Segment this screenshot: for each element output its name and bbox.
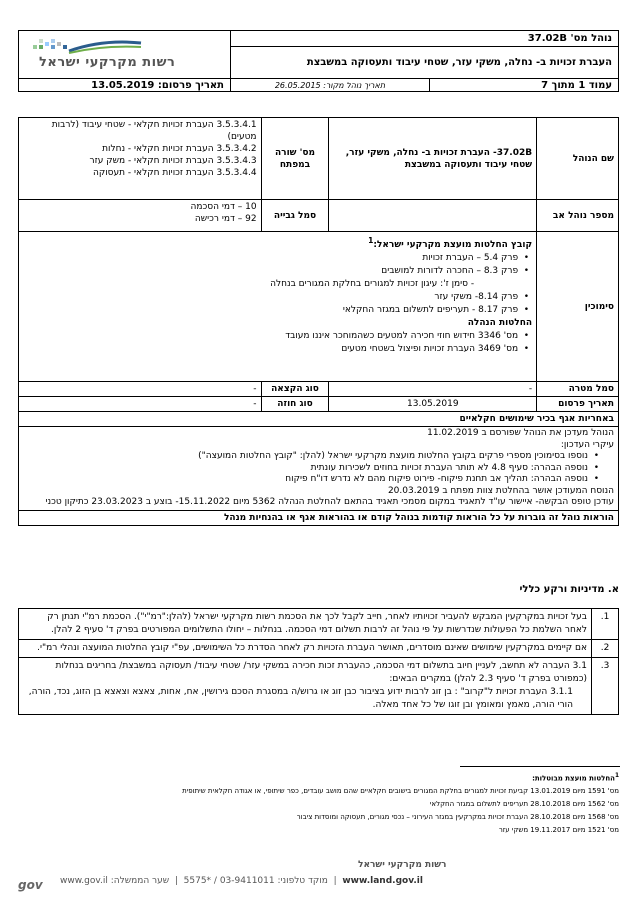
contract-value: - xyxy=(19,397,262,412)
key-line: 3.5.3.4.4 העברת זכויות חקלאי - תעסוקה xyxy=(92,168,257,178)
para-text xyxy=(19,658,592,715)
alloc-value: - xyxy=(19,382,262,397)
page-count: עמוד 1 מתוך 7 xyxy=(541,80,612,91)
para-number: 3. xyxy=(592,658,619,715)
footnote-line: מס' 1591 מיום 13.01.2019 קביעת זכויות למגורים בחלקת המגורים בישובים חקלאיים שהם מושב עובדים, כפר שיתופי, או אגודה חקלאית שיתופית xyxy=(182,787,619,796)
footnotes xyxy=(19,770,619,837)
footnote-line: מס' 1562 מיום 28.10.2018 תעריפים לתשלום במגזר החקלאי xyxy=(429,800,619,809)
gov-logo-icon: gov xyxy=(18,878,43,892)
update-item: • נוספה הבהרה: תהליך אב תחנת פיקוח- פירוט פיקוח מהם לא נדרש דו"ח פיקוח xyxy=(23,474,588,486)
responsibility: באחריות אגף בכיר שימושים חקלאיים xyxy=(19,412,619,427)
site-link[interactable]: www.land.gov.il xyxy=(342,876,423,886)
details-table xyxy=(18,117,619,526)
refs-item: • פרק 8.14- משקי עזר xyxy=(23,291,518,304)
target-label: סמל מטרה xyxy=(537,382,619,397)
update-line: עיקרי העדכון: xyxy=(560,439,614,450)
name-value: 37.02B- העברת זכויות ב- נחלה, משקי עזר, שטחי עיבוד ותעסוקה במשבצת xyxy=(329,118,537,200)
phone-line: מוקד טלפוני: 03-9411011 / *5575 xyxy=(183,876,328,886)
refs-head: קובץ החלטות מועצת מקרקעי ישראל: xyxy=(373,240,533,250)
footnote-divider xyxy=(460,766,620,767)
refs-item: • פרק 8.17 - תעריפים לתשלום במגזר החקלאי xyxy=(23,304,518,317)
contract-label: סוג חוזה xyxy=(261,397,329,412)
key-line: 3.5.3.4.1 העברת זכויות חקלאי - שטחי עיבוד (לרבות מטעים) xyxy=(51,120,257,142)
footnote-sup: 1 xyxy=(614,773,619,779)
key-line: 3.5.3.4.2 העברת זכויות חקלאי - נחלות xyxy=(102,144,257,154)
key-line-label: מס' שורה במפתח xyxy=(261,118,329,200)
refs-item: • פרק 8.3 – החכרה לדורות למושבים xyxy=(23,265,518,278)
para-number: 1. xyxy=(592,609,619,640)
mgmt-item: • מס' 3469 העברת זכויות ופיצול בשטחי מטעים xyxy=(23,343,518,356)
footer-org: רשות מקרקעי ישראל xyxy=(358,860,447,870)
name-label: שם הנוהל xyxy=(537,118,619,200)
alloc-label: סוג הקצאה xyxy=(261,382,329,397)
footer xyxy=(0,858,641,906)
para-text: בעל זכויות במקרקעין המבקש להעביר זכויותיו לאחר, חייב לקבל לכך את הסכמת רשות מקרקעי ישראל (להלן:"רמ"י"). הסכמת רמ"י תנתן רק לאחר השלמת כל הפעולות שנדרשות על פי נוהל זה לרבות תשלום דמי הסכמה. בנחלות – יחולו התשלומים המפורטים בפרק ד' סעיף 2 להלן. xyxy=(19,609,592,640)
pub-label: תאריך פרסום xyxy=(537,397,619,412)
original-date: תאריך נוהל מקור: 26.05.2015 xyxy=(230,79,430,92)
refs-cell xyxy=(19,232,537,382)
key-lines xyxy=(19,118,262,200)
update-line: הנוהל מעדכן את הנוהל שפורסם ב 11.02.2019 xyxy=(427,428,614,438)
refs-item: • פרק 5.4 – העברת זכויות xyxy=(23,252,518,265)
parent-label: מספר נוהל אב xyxy=(537,200,619,232)
publish-date: תאריך פרסום: 13.05.2019 xyxy=(91,80,224,91)
para-number: 2. xyxy=(592,640,619,658)
paragraphs-table xyxy=(18,608,619,715)
section-heading: א. מדיניות ורקע כללי xyxy=(519,584,619,595)
footnote-head: החלטות מועצת מבוטלות: xyxy=(532,774,615,783)
mgmt-item: • מס' 3346 חידוש חוזי חכירה למטעים כשהמוחכר איננו מעובד xyxy=(23,330,518,343)
gov-portal-link[interactable]: שער הממשלה: www.gov.il xyxy=(60,876,170,886)
update-item: • נוספה הבהרה: סעיף 4.8 לא תותר העברת זכויות בחוזים לשכירות עונתית xyxy=(23,463,588,475)
collection-item: 10 – דמי הסכמה xyxy=(190,202,257,212)
refs-label: סימוכין xyxy=(537,232,619,382)
para-text: אם קיימים במקרקעין שימושים שאינם מוסדרים, תאושר העברת הזכויות רק לאחר הסדרת כל השימושים, עפ"י קובץ החלטות המועצה ונהלי רמ"י. xyxy=(19,640,592,658)
directive-number: נוהל מס' 37.02B xyxy=(230,31,618,47)
header-table xyxy=(18,30,619,92)
footnote-line: מס' 1568 מיום 28.10.2018 העברת זכויות במקרקעין במגזר העירוני – נכסי מגורים, תעסוקה ומוסדות ציבור xyxy=(296,813,619,822)
footnote-line: מס' 1521 מיום 19.11.2017 משקי עזר xyxy=(498,826,619,835)
refs-sup: 1 xyxy=(368,236,374,245)
update-line: הנוסח המעודכן אושר בהחלטת צוות מפתח ב 20.03.2019 xyxy=(387,485,614,496)
para-sub-text: 3.1 העברה לא תחשב, לעניין חיוב בתשלום דמי הסכמה, כהעברת זכות חכירה במשקי עזר/ שטחי עיבוד/ תעסוקה במשבצת/ בחריגים בנחלות (כמפורט בפרק ד' סעיף 2.3 להלן) במקרים הבאים: xyxy=(55,661,587,684)
override-note: הוראות נוהל זה גוברות על כל הוראות קודמות בנוהל קודם או בהוראות אגף או בהנחיות מנהל xyxy=(19,510,619,525)
directive-title: העברת זכויות ב- נחלה, משקי עזר, שטחי עיבוד ותעסוקה במשבצת xyxy=(306,57,612,68)
mgmt-head: החלטות הנהלה xyxy=(467,318,533,328)
logo-text: רשות מקרקעי ישראל xyxy=(39,55,176,70)
key-line: 3.5.3.4.3 העברת זכויות חקלאי - משק עזר xyxy=(89,156,257,166)
footer-contacts: שער הממשלה: www.gov.il | מוקד טלפוני: 03-9411011 / *5575 | www.land.gov.il xyxy=(60,876,423,886)
collection-values xyxy=(19,200,262,232)
update-line: עודכן טופס הבקשה- איישור עו"ד לתאגיד במקום מסמכי תאגיד בהתאם להחלטת הנהלה 5362 מיום 15.11.2022- בוצע ב 23.03.2023 כתיקון טכני xyxy=(45,497,614,507)
update-item: • נוספו בסימוכין מספרי פרקים בקובץ החלטות מועצת מקרקעי ישראל (להלן: "קובץ החלטות המועצה") xyxy=(23,451,588,463)
update-notes xyxy=(19,427,619,511)
para-sub-text: 3.1.1 העברת זכויות ל"קרוב" : בן זוג לרבות ידוע בציבור כבן זוג או גרוש/ה במסגרת הסכם גירושין, אח, אחות, צאצא וצאצא בן הזוג, נכד, הורה, הורי הורה, מאמץ ומאומץ ובן זוגו של כל אחד מאלה. xyxy=(28,687,573,710)
parent-value xyxy=(329,200,537,232)
refs-sub: - סימן ז': עיגון זכויות למגורים בחלקת המגורים בנחלה xyxy=(270,279,475,289)
target-value: - xyxy=(329,382,537,397)
logo xyxy=(19,31,231,78)
pub-value: 13.05.2019 xyxy=(329,397,537,412)
logo-dots-icon xyxy=(33,37,143,55)
collection-item: 92 – דמי רכישה xyxy=(194,214,257,224)
collection-label: סמל גבייה xyxy=(261,200,329,232)
